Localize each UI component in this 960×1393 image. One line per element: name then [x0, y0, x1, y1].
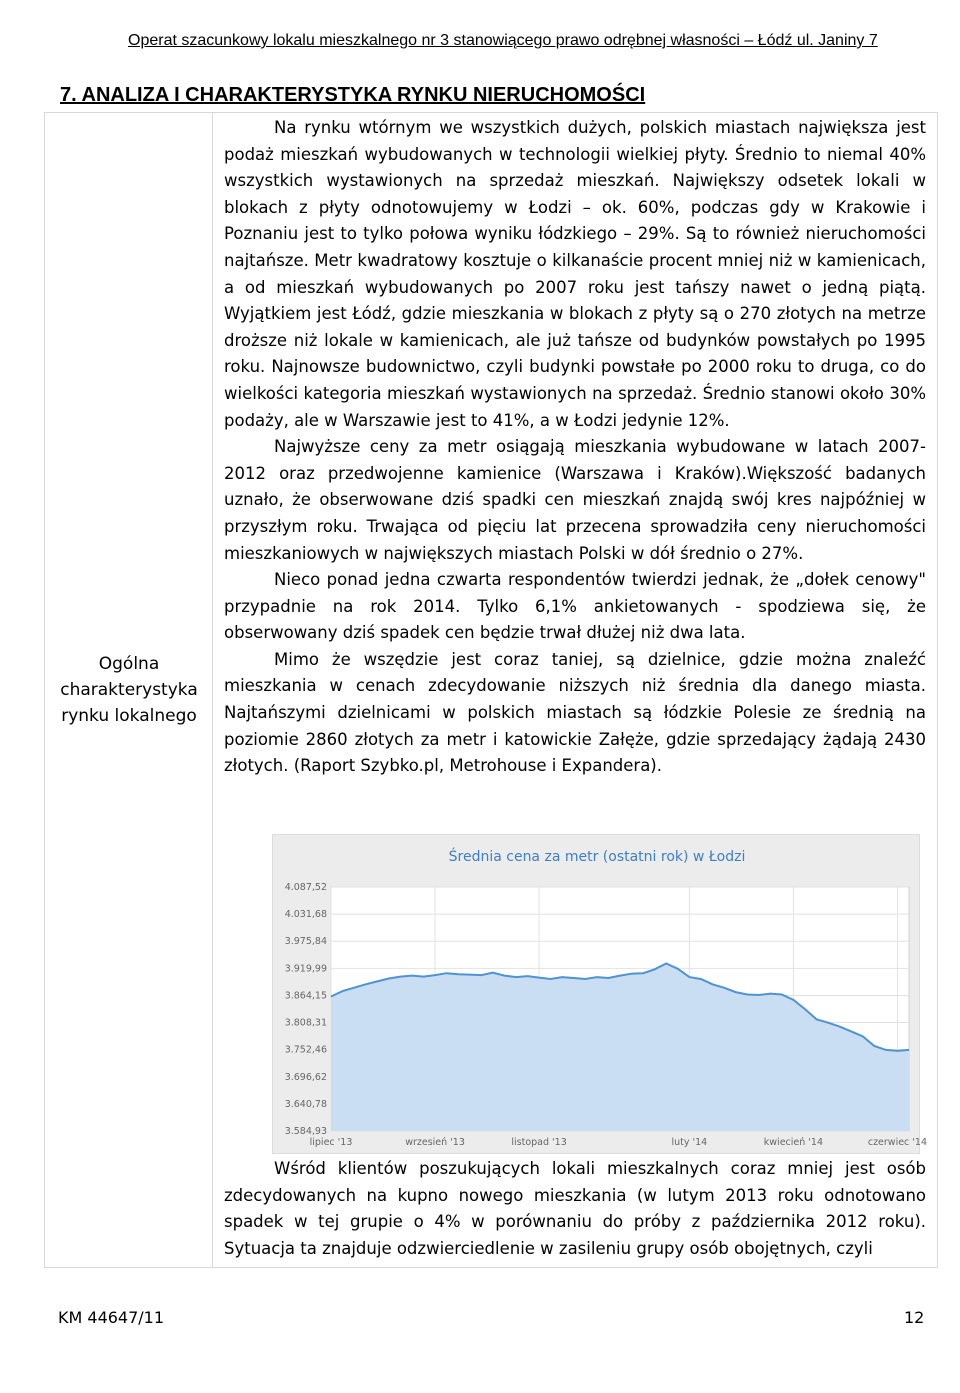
paragraph: Nieco ponad jedna czwarta respondentów twierdzi jednak, że „dołek cenowy" przypadnie na rok 2014. Tylko 6,1% ankietowanych - spodziewa się, że obserwowany dziś spadek cen będzie trwał dłużej niż dwa lata. — [224, 570, 926, 643]
x-tick-label: kwiecień '14 — [763, 1137, 824, 1148]
section-label-line: rynku lokalnego — [61, 706, 197, 726]
x-tick-label: wrzesień '13 — [405, 1137, 465, 1148]
x-tick-label: luty '14 — [671, 1137, 708, 1148]
document-number: KM 44647/11 — [58, 1308, 165, 1327]
y-tick-label: 3.808,31 — [284, 1017, 327, 1029]
y-tick-label: 3.919,99 — [284, 963, 327, 975]
paragraph: Wśród klientów poszukujących lokali mieszkalnych coraz mniej jest osób zdecydowanych na kupno nowego mieszkania (w lutym 2013 roku odnotowano spadek w tej grupie o 4% w porównaniu do próby z października 2012 roku). Sytuacja ta znajduje odzwierciedlenie w zasileniu grupy osób obojętnych, czyli — [224, 1159, 926, 1258]
section-title: 7. ANALIZA I CHARAKTERYSTYKA RYNKU NIERUCHOMOŚCI — [60, 84, 646, 106]
table-label-cell — [45, 113, 213, 1267]
x-tick-label: listopad '13 — [511, 1137, 567, 1148]
y-tick-label: 3.752,46 — [284, 1044, 327, 1056]
y-tick-label: 3.975,84 — [284, 936, 327, 948]
page-number: 12 — [904, 1308, 925, 1327]
y-tick-label: 3.584,93 — [284, 1126, 327, 1137]
y-tick-label: 3.696,62 — [284, 1071, 327, 1083]
chart-title: Średnia cena za metr (ostatni rok) w Łodzi — [448, 849, 746, 865]
y-tick-label: 3.640,78 — [284, 1098, 327, 1110]
y-tick-label: 3.864,15 — [284, 990, 327, 1002]
paragraph: Najwyższe ceny za metr osiągają mieszkania wybudowane w latach 2007-2012 oraz przedwojenne kamienice (Warszawa i Kraków).Większość badanych uznało, że obserwowane dziś spadki cen mieszkań znajdą swój kres najpóźniej w przyszłym roku. Trwająca od pięciu lat przecena sprowadziła ceny nieruchomości mieszkaniowych w największych miastach Polski w dół średnio o 27%. — [224, 437, 926, 563]
y-tick-label: 4.087,52 — [284, 882, 327, 893]
x-tick-label: lipiec '13 — [309, 1137, 353, 1148]
paragraph: Mimo że wszędzie jest coraz taniej, są dzielnice, gdzie można znaleźć mieszkania w cenach zdecydowanie niższych niż średnia dla danego miasta. Najtańszymi dzielnicami w polskich miastach są łódzkie Polesie ze średnią na poziomie 2860 złotych za metr i katowickie Załęże, gdzie sprzedający żądają 2430 złotych. (Raport Szybko.pl, Metrohouse i Expandera). — [224, 649, 926, 776]
price-chart — [272, 834, 928, 1154]
section-label-line: charakterystyka — [60, 680, 198, 700]
section-label — [45, 651, 213, 729]
price-chart-svg — [273, 835, 928, 1155]
page-header: Operat szacunkowy lokalu mieszkalnego nr 3 stanowiącego prawo odrębnej własności – Łódź ul. Janiny 7 — [128, 32, 878, 49]
closing-text — [224, 1156, 926, 1262]
x-tick-label: czerwiec '14 — [867, 1137, 928, 1148]
section-label-line: Ogólna — [98, 654, 160, 674]
y-tick-label: 4.031,68 — [284, 909, 327, 921]
market-analysis-text — [224, 115, 926, 780]
paragraph: Na rynku wtórnym we wszystkich dużych, polskich miastach największa jest podaż mieszkań wybudowanych w technologii wielkiej płyty. Średnio to niemal 40% wszystkich wystawionych na sprzedaż mieszkań. Największy odsetek lokali w blokach z płyty odnotowujemy w Łodzi – ok. 60%, podczas gdy w Krakowie i Poznaniu jest to tylko połowa wyniku łódzkiego – 29%. Są to również nieruchomości najtańsze. Metr kwadratowy kosztuje o kilkanaście procent mniej niż w kamienicach, a od mieszkań wybudowanych po 2007 roku jest tańszy nawet o jedną piątą. Wyjątkiem jest Łódź, gdzie mieszkania w blokach z płyty są o 270 złotych na metrze droższe niż lokale w kamienicach, ale już tańsze od budynków powstałych po 1995 roku. Najnowsze budownictwo, czyli budynki powstałe po 2000 roku to druga, co do wielkości kategoria mieszkań wystawionych na sprzedaż. Średnio stanowi około 30% podaży, ale w Warszawie jest to 41%, a w Łodzi jedynie 12%. — [224, 118, 926, 430]
